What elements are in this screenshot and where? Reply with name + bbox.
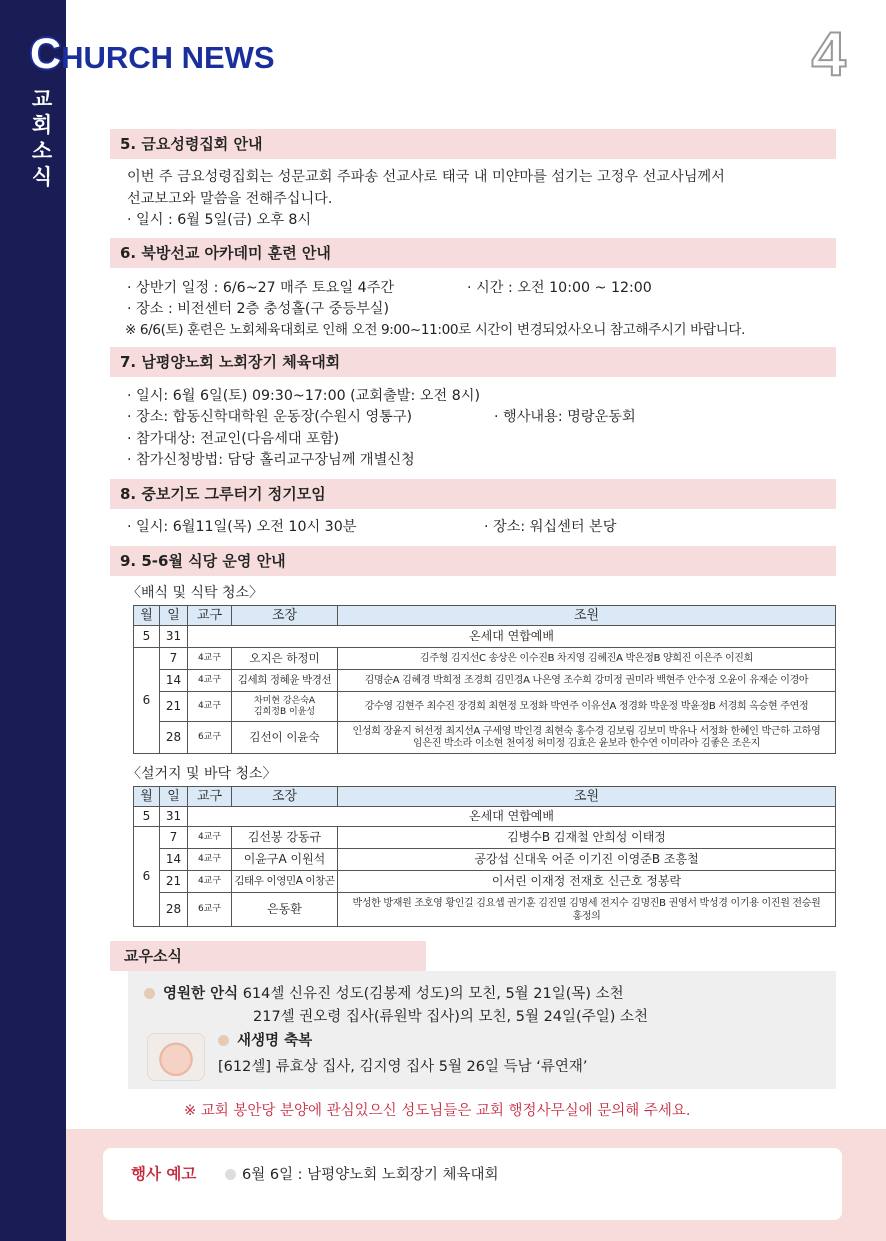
brand-rest: HURCH NEWS — [61, 40, 275, 75]
day-cell: 31 — [160, 626, 188, 648]
month-cell: 6 — [134, 648, 160, 754]
brand-first-letter: C — [30, 30, 62, 78]
leader-cell: 김태우 이영민A 이창곤 — [232, 871, 338, 893]
newborn-photo — [147, 1033, 205, 1081]
section-text: · 참가대상: 전교인(다음세대 포함) — [127, 431, 340, 447]
members-cell: 김주형 김지선C 송상은 이수진B 차지영 김혜진A 박은정B 양희진 이은주 이진희 — [338, 648, 836, 670]
birth-text: [612셀] 류효상 집사, 김지영 집사 5월 26일 득남 ‘류연재’ — [218, 1059, 588, 1075]
district-cell: 4교구 — [188, 827, 232, 849]
bullet-dot-icon — [144, 988, 155, 999]
district-cell: 6교구 — [188, 893, 232, 927]
section-text: · 장소: 합동신학대학원 운동장(수원시 영통구) — [127, 409, 413, 425]
church-news-header — [30, 30, 275, 79]
sidebar-char: 회 — [31, 113, 53, 137]
ossuary-notice: ※ 교회 봉안당 분양에 관심있으신 성도님들은 교회 행정사무실에 문의해 주세요. — [184, 1103, 691, 1119]
leader-cell: 김세희 정혜윤 박경선 — [232, 670, 338, 692]
serving-table — [133, 605, 836, 754]
column-header: 교구 — [188, 606, 232, 626]
members-cell — [338, 893, 836, 927]
section-text: · 장소: 워십센터 본당 — [484, 519, 617, 535]
leader-line: 김희정B 이윤성 — [253, 706, 316, 717]
sidebar-char: 교 — [31, 87, 53, 111]
section-title: 6. 북방선교 아카데미 훈련 안내 — [110, 238, 836, 268]
column-header: 조원 — [338, 606, 836, 626]
column-header: 월 — [134, 787, 160, 807]
birth-label: 새생명 축복 — [237, 1033, 313, 1049]
church-news-tab: 교우소식 — [110, 941, 426, 971]
members-line: 임은진 박소라 이소현 천여정 허미정 김효은 윤보라 한수연 이미라아 김좋은 조은지 — [412, 737, 761, 749]
table-caption: 〈배식 및 식탁 청소〉 — [127, 585, 264, 601]
column-header: 조장 — [232, 606, 338, 626]
page-number: 4 — [811, 20, 846, 89]
leader-cell: 김선이 이윤숙 — [232, 722, 338, 754]
district-cell: 6교구 — [188, 722, 232, 754]
section-text: · 일시: 6월11일(목) 오전 10시 30분 — [127, 519, 357, 535]
table-row — [134, 670, 836, 692]
birth-heading — [218, 1031, 312, 1051]
members-line: 홍정의 — [572, 910, 601, 922]
section-text: · 시간 : 오전 10:00 ~ 12:00 — [467, 280, 652, 296]
section-title: 5. 금요성령집회 안내 — [110, 129, 836, 159]
day-cell: 7 — [160, 648, 188, 670]
condolence-label: 영원한 안식 — [163, 986, 239, 1002]
event-preview-text — [225, 1163, 499, 1184]
leader-cell: 은동환 — [232, 893, 338, 927]
sidebar-label — [28, 86, 56, 190]
members-cell: 이서린 이재정 전재호 신근호 정봉락 — [338, 871, 836, 893]
day-cell: 21 — [160, 692, 188, 722]
table-caption: 〈설거지 및 바닥 청소〉 — [127, 766, 277, 782]
leader-cell — [232, 692, 338, 722]
district-cell: 4교구 — [188, 692, 232, 722]
condolence-text: 217셀 권오령 집사(류원박 집사)의 모친, 5월 24일(주일) 소천 — [253, 1009, 648, 1025]
section-note: ※ 6/6(토) 훈련은 노회체육대회로 인해 오전 9:00~11:00로 시간이 변경되었사오니 참고해주시기 바랍니다. — [125, 322, 746, 338]
members-line: 인성희 장윤지 허선정 최지선A 구세영 박인경 최현숙 홍수경 김보림 김보미 박유나 서정화 한혜인 박근하 고하영 — [352, 725, 821, 737]
joint-service-cell: 온세대 연합예배 — [188, 626, 836, 648]
district-cell: 4교구 — [188, 648, 232, 670]
district-cell: 4교구 — [188, 670, 232, 692]
joint-service-cell: 온세대 연합예배 — [188, 807, 836, 827]
bullet-dot-icon — [218, 1035, 229, 1046]
column-header: 월 — [134, 606, 160, 626]
leader-cell: 김선봉 강동규 — [232, 827, 338, 849]
leader-cell: 이윤구A 이원석 — [232, 849, 338, 871]
month-cell: 5 — [134, 626, 160, 648]
table-row — [134, 827, 836, 849]
day-cell: 28 — [160, 893, 188, 927]
table-row — [134, 871, 836, 893]
footer-card — [103, 1148, 842, 1220]
leader-cell: 오지은 하정미 — [232, 648, 338, 670]
table-row — [134, 893, 836, 927]
column-header: 교구 — [188, 787, 232, 807]
table-row — [134, 626, 836, 648]
section-title: 9. 5-6월 식당 운영 안내 — [110, 546, 836, 576]
column-header: 일 — [160, 787, 188, 807]
section-text: · 일시: 6월 6일(토) 09:30~17:00 (교회출발: 오전 8시) — [127, 388, 480, 404]
members-cell: 김명순A 김혜경 박희정 조경희 김민경A 나은영 조수희 강미정 권미라 백현주 안수정 오윤이 유재순 이경아 — [338, 670, 836, 692]
column-header: 일 — [160, 606, 188, 626]
day-cell: 7 — [160, 827, 188, 849]
day-cell: 31 — [160, 807, 188, 827]
column-header: 조원 — [338, 787, 836, 807]
section-text: · 행사내용: 명랑운동회 — [494, 409, 636, 425]
members-cell: 공강섭 신대욱 어준 이기진 이영준B 조흥철 — [338, 849, 836, 871]
sidebar-char: 식 — [31, 165, 53, 189]
members-line: 박성한 방재원 조호영 황인길 김요셉 권기훈 김진열 김명세 전지수 김명진B 권영서 박성경 이기용 이진원 전승원 — [352, 897, 821, 909]
section-text: 선교보고와 말씀을 전해주십니다. — [127, 191, 333, 207]
condolence-text: 614셀 신유진 성도(김봉제 성도)의 모친, 5월 21일(목) 소천 — [242, 986, 624, 1002]
bullet-dot-icon — [225, 1169, 236, 1180]
day-cell: 28 — [160, 722, 188, 754]
event-preview-label: 행사 예고 — [131, 1165, 197, 1183]
table-row — [134, 722, 836, 754]
condolence-line — [144, 984, 624, 1004]
dishwashing-table — [133, 786, 836, 927]
table-row — [134, 648, 836, 670]
table-row — [134, 807, 836, 827]
event-preview-detail: 6월 6일 : 남평양노회 노회장기 체육대회 — [242, 1167, 499, 1183]
table-row — [134, 849, 836, 871]
section-text: · 상반기 일정 : 6/6~27 매주 토요일 4주간 — [127, 280, 395, 296]
section-text: · 일시 : 6월 5일(금) 오후 8시 — [127, 212, 312, 228]
leader-line: 차미현 강은숙A — [253, 695, 316, 706]
district-cell: 4교구 — [188, 871, 232, 893]
day-cell: 14 — [160, 670, 188, 692]
sidebar-char: 소 — [31, 139, 53, 163]
table-row — [134, 692, 836, 722]
month-cell: 5 — [134, 807, 160, 827]
section-text: 이번 주 금요성령집회는 성문교회 주파송 선교사로 태국 내 미얀마를 섬기는 고정우 선교사님께서 — [127, 169, 725, 185]
members-cell: 김병수B 김재철 안희성 이태정 — [338, 827, 836, 849]
day-cell: 14 — [160, 849, 188, 871]
members-cell: 강수영 김현주 최수진 장경희 최현정 모정화 박연주 이유선A 정경화 박운정 박윤정B 서경희 옥승현 주연정 — [338, 692, 836, 722]
district-cell: 4교구 — [188, 849, 232, 871]
section-text: · 참가신청방법: 담당 홀리교구장님께 개별신청 — [127, 452, 415, 468]
members-cell — [338, 722, 836, 754]
section-title: 7. 남평양노회 노회장기 체육대회 — [110, 347, 836, 377]
section-title: 8. 중보기도 그루터기 정기모임 — [110, 479, 836, 509]
column-header: 조장 — [232, 787, 338, 807]
month-cell: 6 — [134, 827, 160, 927]
section-text: · 장소 : 비전센터 2층 충성홀(구 중등부실) — [127, 301, 390, 317]
day-cell: 21 — [160, 871, 188, 893]
